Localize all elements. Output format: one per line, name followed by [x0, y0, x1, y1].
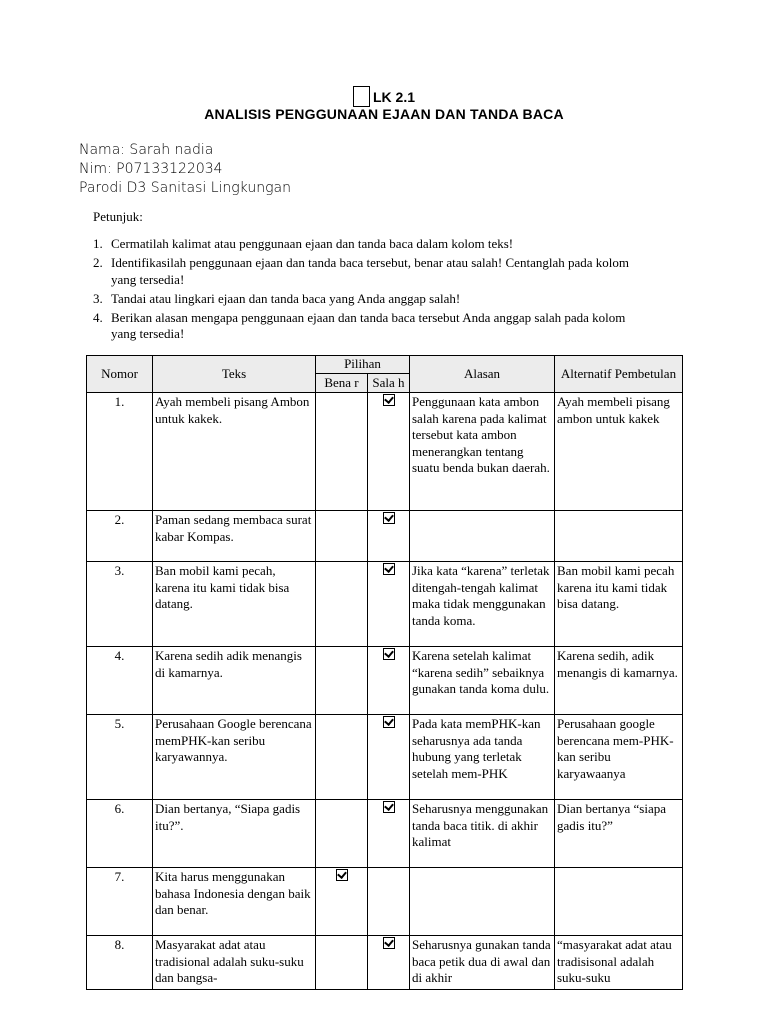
row-benar-cell	[316, 393, 368, 511]
table-row	[87, 647, 683, 715]
row-alternatif: Perusahaan google berencana mem-PHK-kan seribu karyawaanya	[555, 715, 683, 800]
row-text: Dian bertanya, “Siapa gadis itu?”.	[153, 800, 316, 868]
instruction-item	[93, 291, 633, 308]
row-alternatif: Ayah membeli pisang ambon untuk kakek	[555, 393, 683, 511]
instruction-text: Cermatilah kalimat atau penggunaan ejaan dan tanda baca dalam kolom teks!	[111, 236, 514, 251]
row-benar-cell	[316, 562, 368, 647]
analysis-table	[86, 355, 683, 990]
table-row	[87, 715, 683, 800]
row-alasan: Seharusnya gunakan tanda baca petik dua di awal dan di akhir	[410, 936, 555, 990]
header-alternatif: Alternatif Pembetulan	[555, 356, 683, 393]
row-alternatif: Dian bertanya “siapa gadis itu?”	[555, 800, 683, 868]
row-benar-cell	[316, 868, 368, 936]
row-salah-cell	[368, 562, 410, 647]
instruction-text: Tandai atau lingkari ejaan dan tanda baca yang Anda anggap salah!	[111, 290, 461, 306]
student-program: Parodi D3 Sanitasi Lingkungan	[79, 180, 291, 196]
row-alasan	[410, 868, 555, 936]
row-salah-cell	[368, 647, 410, 715]
row-alternatif: Ban mobil kami pecah karena itu kami tidak bisa datang.	[555, 562, 683, 647]
row-benar-cell	[316, 936, 368, 990]
row-salah-cell	[368, 936, 410, 990]
checkbox-checked-icon	[383, 394, 395, 406]
row-benar-cell	[316, 800, 368, 868]
row-number: 2.	[87, 511, 153, 562]
table-row	[87, 868, 683, 936]
row-salah-cell	[368, 715, 410, 800]
instruction-number: 3.	[93, 290, 103, 306]
table-row	[87, 393, 683, 511]
row-salah-cell	[368, 800, 410, 868]
row-benar-cell	[316, 715, 368, 800]
header-salah: Sala h	[368, 373, 410, 393]
row-salah-cell	[368, 511, 410, 562]
row-salah-cell	[368, 868, 410, 936]
header-pilihan: Pilihan	[316, 356, 410, 374]
student-name: Nama: Sarah nadia	[79, 142, 214, 158]
row-alasan: Penggunaan kata ambon salah karena pada kalimat tersebut kata ambon menerangkan tentang suatu benda bukan daerah.	[410, 393, 555, 511]
row-alternatif	[555, 868, 683, 936]
row-text: Kita harus menggunakan bahasa Indonesia dengan baik dan benar.	[153, 868, 316, 936]
checkbox-checked-icon	[383, 801, 395, 813]
row-alasan: Seharusnya menggunakan tanda baca titik. di akhir kalimat	[410, 800, 555, 868]
instruction-number: 2.	[93, 255, 103, 270]
header-alasan: Alasan	[410, 356, 555, 393]
row-alternatif: Karena sedih, adik menangis di kamarnya.	[555, 647, 683, 715]
row-alasan: Jika kata “karena” terletak ditengah-tengah kalimat maka tidak menggunakan tanda koma.	[410, 562, 555, 647]
header-benar: Bena r	[316, 373, 368, 393]
checkbox-checked-icon	[383, 563, 395, 575]
table-row	[87, 800, 683, 868]
row-number: 7.	[87, 868, 153, 936]
row-alasan: Karena setelah kalimat “karena sedih” sebaiknya gunakan tanda koma dulu.	[410, 647, 555, 715]
row-number: 4.	[87, 647, 153, 715]
row-alternatif: “masyarakat adat atau tradisisonal adalah suku-suku	[555, 936, 683, 990]
row-alternatif	[555, 511, 683, 562]
instruction-number: 4.	[93, 309, 103, 325]
table-header-row	[87, 356, 683, 374]
checkbox-checked-icon	[383, 937, 395, 949]
header-teks: Teks	[153, 356, 316, 393]
instruction-item	[93, 236, 633, 253]
row-alasan: Pada kata memPHK-kan seharusnya ada tanda hubung yang terletak setelah mem-PHK	[410, 715, 555, 800]
checkbox-checked-icon	[383, 512, 395, 524]
row-text: Ban mobil kami pecah, karena itu kami tidak bisa datang.	[153, 562, 316, 647]
row-text: Karena sedih adik menangis di kamarnya.	[153, 647, 316, 715]
row-benar-cell	[316, 647, 368, 715]
table-row	[87, 562, 683, 647]
row-text: Masyarakat adat atau tradisional adalah suku-suku dan bangsa-	[153, 936, 316, 990]
row-text: Paman sedang membaca surat kabar Kompas.	[153, 511, 316, 562]
instruction-item	[93, 255, 633, 288]
worksheet-code	[0, 86, 768, 107]
instructions-list	[93, 236, 633, 345]
row-salah-cell	[368, 393, 410, 511]
row-alasan	[410, 511, 555, 562]
row-number: 8.	[87, 936, 153, 990]
checkbox-checked-icon	[383, 716, 395, 728]
row-number: 6.	[87, 800, 153, 868]
table-row	[87, 511, 683, 562]
instruction-item	[93, 310, 633, 343]
row-number: 3.	[87, 562, 153, 647]
row-benar-cell	[316, 511, 368, 562]
table-row	[87, 936, 683, 990]
instruction-text: Berikan alasan mengapa penggunaan ejaan dan tanda baca tersebut Anda anggap salah pada kolom yang tersedia!	[111, 309, 626, 341]
empty-box-mark	[353, 86, 370, 107]
worksheet-code-text: LK 2.1	[372, 89, 415, 105]
checkbox-checked-icon	[383, 648, 395, 660]
row-text: Ayah membeli pisang Ambon untuk kakek.	[153, 393, 316, 511]
row-text: Perusahaan Google berencana memPHK-kan seribu karyawannya.	[153, 715, 316, 800]
student-nim: Nim: P07133122034	[79, 161, 223, 177]
instruction-text: Identifikasilah penggunaan ejaan dan tanda baca tersebut, benar atau salah! Centanglah pada kolom yang tersedia!	[111, 255, 629, 287]
row-number: 5.	[87, 715, 153, 800]
instructions-heading: Petunjuk:	[93, 209, 143, 224]
checkbox-checked-icon	[336, 869, 348, 881]
document-title: ANALISIS PENGGUNAAN EJAAN DAN TANDA BACA	[204, 106, 564, 122]
header-nomor: Nomor	[87, 356, 153, 393]
row-number: 1.	[87, 393, 153, 511]
instruction-number: 1.	[93, 236, 103, 251]
table-body	[87, 393, 683, 990]
